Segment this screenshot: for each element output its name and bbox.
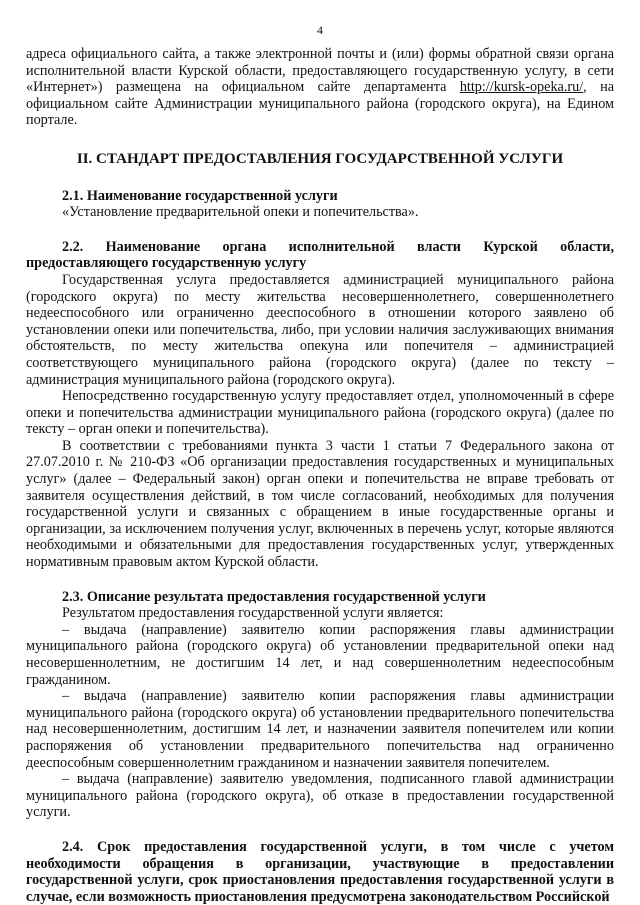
s21-text: «Установление предварительной опеки и попечительства». (62, 204, 419, 221)
department-website-link[interactable]: http://kursk-opeka.ru/ (459, 79, 584, 96)
s23-item-3: – выдача (направление) заявителю уведомления, подписанного главой администрации муниципального района (городского округа), об отказе в предоставлении государственной услуги. (26, 771, 614, 821)
intro-paragraph (26, 46, 614, 129)
intro-text-end: , на официальном сайте Администрации муниципального района (городского округа), на Едином портале. (26, 79, 615, 129)
s24-heading: 2.4. Срок предоставления государственной услуги, в том числе с учетом необходимости обращения в организации, участвующие в предоставлении государственной услуги, срок приостановления предоставления государственной услуги в случае, если возможность приостановления предусмотрена законодательством Российской (26, 838, 614, 905)
s22-paragraph-2: Непосредственно государственную услугу предоставляет отдел, уполномоченный в сфере опеки и попечительства администрации муниципального района (городского округа) (далее по тексту – орган опеки и попечительства). (26, 388, 614, 438)
s22-heading: 2.2. Наименование органа исполнительной власти Курской области, предоставляющего государственную услугу (26, 238, 614, 272)
s23-lead: Результатом предоставления государственной услуги является: (62, 605, 444, 622)
s22-paragraph-3: В соответствии с требованиями пункта 3 части 1 статьи 7 Федерального закона от 27.07.2010 г. № 210-ФЗ «Об организации предоставления государственных и муниципальных услуг» (далее – Федеральный закон) орган опеки и попечительства не вправе требовать от заявителя осуществления действий, в том числе согласований, необходимых для получения государственной услуги и связанных с обращением в иные государственные органы и организации, за исключением получения услуг, включенных в перечень услуг, которые являются необходимыми и обязательными для предоставления государственных услуг, утвержденных нормативным правовым актом Курской области. (26, 437, 614, 571)
intro-text: адреса официального сайта, а также электронной почты и (или) формы обратной связи органа исполнительной власти Курской области, предоставляющего государственную услугу, в сети «Интернет») размещена на официальном сайте департамента (26, 46, 614, 96)
s21-heading: 2.1. Наименование государственной услуги (62, 187, 338, 204)
s22-paragraph-1: Государственная услуга предоставляется администрацией муниципального района (городского округа) по месту жительства несовершеннолетнего, совершеннолетнего недееспособного или ограниченно дееспособного в отношении которого заявлено об установлении опеки или попечительства, либо, при условии наличия заслуживающих внимания обстоятельств, по месту жительства опекуна или попечителя – администрацией соответствующего муниципального района (городского округа) (далее по тексту – администрация муниципального района (городского округа). (26, 271, 614, 388)
s23-heading: 2.3. Описание результата предоставления государственной услуги (62, 588, 486, 605)
page-number: 4 (317, 23, 323, 37)
s23-item-1: – выдача (направление) заявителю копии распоряжения главы администрации муниципального района (городского округа) об установлении предварительной опеки над несовершеннолетним, не достигшим 14 лет, и над совершеннолетним недееспособным гражданином. (26, 621, 614, 688)
document-body (26, 46, 614, 905)
section-title: II. СТАНДАРТ ПРЕДОСТАВЛЕНИЯ ГОСУДАРСТВЕННОЙ УСЛУГИ (76, 150, 564, 167)
s23-item-2: – выдача (направление) заявителю копии распоряжения главы администрации муниципального района (городского округа) об установлении предварительного попечительства над несовершеннолетним, достигшим 14 лет, и назначении заявителя попечителем или копии распоряжения об установлении предварительного попечительства над ограниченно дееспособным совершеннолетним гражданином и назначении заявителя попечителем. (26, 688, 614, 771)
